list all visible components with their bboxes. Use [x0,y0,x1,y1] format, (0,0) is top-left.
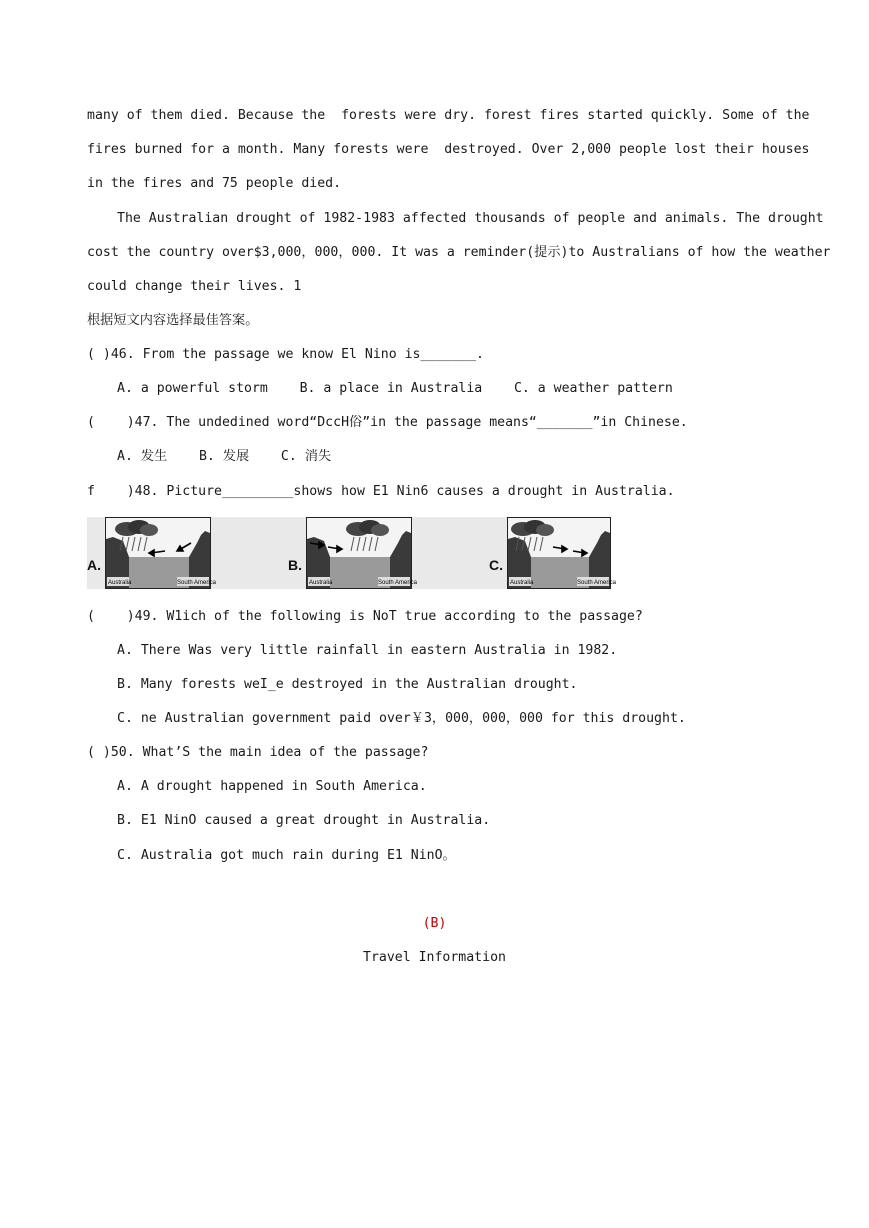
land-label-australia: Australia [108,580,132,586]
passage-line: cost the country over$3,000，000，000. It was a reminder(提示)to Australians of how the weather [87,245,831,260]
passage-line: in the fires and 75 people died. [87,176,342,191]
question-50-option-b: B. E1 NinO caused a great drought in Australia. [117,813,491,828]
question-47: ( )47. The undedined word“DccH俗”in the passage means“_______”in Chinese. [87,415,688,430]
question-50-option-c: C. Australia got much rain during E1 NinO。 [117,848,456,863]
instruction: 根据短文内容选择最佳答案。 [87,313,259,328]
question-50-option-a: A. A drought happened in South America. [117,779,427,794]
picture-a [105,517,217,589]
question-49-option-c: C. ne Australian government paid over￥3，000，000，000 for this drought. [117,711,686,726]
question-49-option-a: A. There Was very little rainfall in eastern Australia in 1982. [117,643,618,658]
question-46-options: A. a powerful storm B. a place in Australia C. a weather pattern [117,381,673,396]
picture-label-a: A. [87,557,101,573]
section-b-label: (B) [422,916,447,931]
picture-label-c: C. [489,557,503,573]
land-label-south-america: South America [577,580,617,586]
question-48: f )48. Picture_________shows how E1 Nin6 causes a drought in Australia. [87,484,675,499]
question-49-option-b: B. Many forests weI_e destroyed in the Australian drought. [117,677,578,692]
picture-label-b: B. [288,557,302,573]
passage-line: many of them died. Because the forests were dry. forest fires started quickly. Some of the [87,108,810,123]
picture-b [306,517,418,589]
question-49: ( )49. W1ich of the following is NoT true according to the passage? [87,609,643,624]
passage-line: fires burned for a month. Many forests were destroyed. Over 2,000 people lost their houses [87,142,810,157]
question-47-options: A. 发生 B. 发展 C. 消失 [117,449,332,464]
passage-line: could change their lives. 1 [87,279,302,294]
land-label-south-america: South America [378,580,418,586]
picture-c [507,517,617,589]
section-b-title: Travel Information [363,950,506,965]
passage-line: The Australian drought of 1982-1983 affected thousands of people and animals. The drought [117,211,824,226]
question-50: ( )50. What’S the main idea of the passage? [87,745,429,760]
land-label-south-america: South America [177,580,217,586]
land-label-australia: Australia [309,580,333,586]
question-46: ( )46. From the passage we know El Nino is_______. [87,347,484,362]
land-label-australia: Australia [510,580,534,586]
